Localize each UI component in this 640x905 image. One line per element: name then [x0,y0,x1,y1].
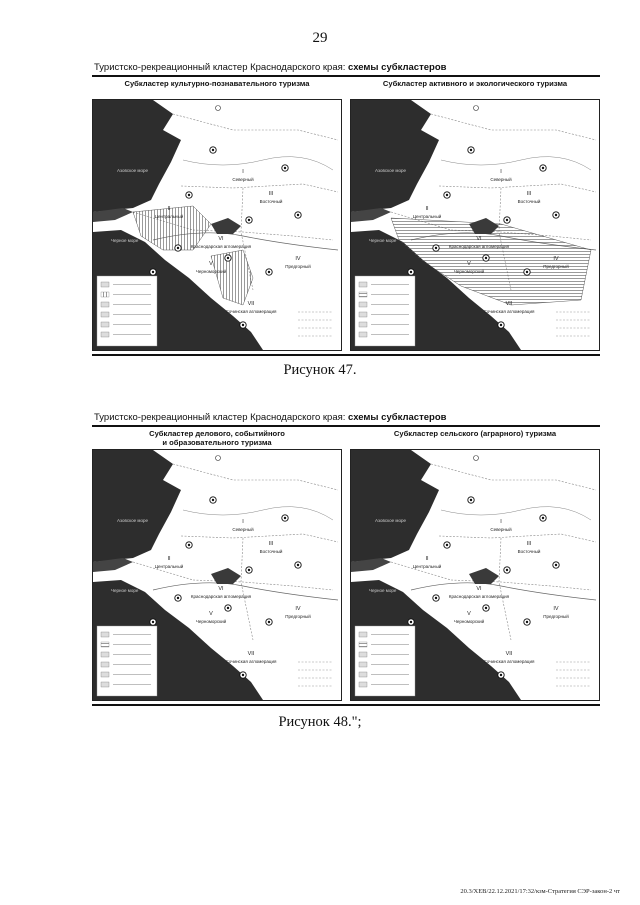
figure-caption-47: Рисунок 47. [283,362,357,378]
region-label: Предгорный [543,264,569,269]
region-label: II [425,206,429,212]
map-rural-tourism [350,449,600,701]
panel-active-eco-tourism [350,79,600,351]
region-label: Краснодарская агломерация [448,594,510,599]
region-label: IV [553,606,559,612]
sea-label: Черное море [111,588,139,593]
region-label: II [167,556,171,562]
panel-rural-tourism [350,429,600,701]
region-label: Северный [490,177,512,182]
region-label: I [500,519,502,525]
figure-47 [92,62,600,356]
region-label: Черноморский [453,619,485,624]
region-label: Центральный [154,214,184,219]
region-label: Северный [232,177,254,182]
panel-title: Субкластер активного и экологического туризма [382,79,568,88]
region-label: Сочинская агломерация [225,309,277,314]
sea-label: Азовское море [375,168,406,173]
region-label: VI [218,236,224,242]
map-legend [97,626,157,696]
region-label: VI [218,586,224,592]
footer-stamp: 20.3/ХЕВ/22.12.2021/17:32/кзм-Стратегия СЭР-закон-2 чт [460,888,620,895]
region-label: Центральный [412,564,442,569]
sea-label: Черное море [369,588,397,593]
region-label: Краснодарская агломерация [448,244,510,249]
region-label: Восточный [259,199,283,204]
region-label: Предгорный [543,614,569,619]
sea-label: Черное море [111,238,139,243]
region-label: Сочинская агломерация [483,309,535,314]
region-label: Сочинская агломерация [225,659,277,664]
region-label: IV [295,256,301,262]
region-label: Центральный [154,564,184,569]
region-label: IV [295,606,301,612]
panel-title: Субкластер сельского (аграрного) туризма [393,429,557,438]
region-label: Сочинская агломерация [483,659,535,664]
region-label: V [467,261,471,267]
region-label: IV [553,256,559,262]
map-business-event-tourism [92,449,342,701]
region-label: VI [476,586,482,592]
region-label: Черноморский [453,269,485,274]
region-label: Северный [490,527,512,532]
region-label: Краснодарская агломерация [190,244,252,249]
map-legend [355,626,415,696]
region-label: Черноморский [195,619,227,624]
figure-caption-48: Рисунок 48."; [278,714,362,730]
region-label: III [268,191,274,197]
figure-48 [92,412,600,706]
map-legend [97,276,157,346]
region-label: Предгорный [285,264,311,269]
region-label: Восточный [259,549,283,554]
region-label: II [425,556,429,562]
sea-label: Азовское море [117,518,148,523]
region-label: Восточный [517,199,541,204]
region-label: V [209,611,213,617]
region-label: Черноморский [195,269,227,274]
region-label: VI [476,236,482,242]
region-label: III [268,541,274,547]
sea-label: Азовское море [375,518,406,523]
region-label: V [467,611,471,617]
region-label: I [242,519,244,525]
region-label: III [526,191,532,197]
region-label: Краснодарская агломерация [190,594,252,599]
sea-label: Черное море [369,238,397,243]
region-label: I [242,169,244,175]
panel-business-event-tourism [92,429,342,701]
region-label: VII [505,301,513,307]
page-number: 29 [312,30,328,46]
figure-title: Туристско-рекреационный кластер Краснодарского края: схемы субкластеров [92,62,600,77]
panel-title: Субкластер культурно-познавательного туризма [124,79,310,88]
region-label: III [526,541,532,547]
map-active-eco-tourism [350,99,600,351]
sea-label: Азовское море [117,168,148,173]
panel-title: Субкластер делового, событийного и образовательного туризма [149,429,285,447]
map-legend [355,276,415,346]
region-label: V [209,261,213,267]
region-label: Предгорный [285,614,311,619]
panel-cultural-tourism [92,79,342,351]
region-label: Центральный [412,214,442,219]
region-label: VII [247,301,255,307]
region-label: Северный [232,527,254,532]
region-label: VII [247,651,255,657]
region-label: VII [505,651,513,657]
map-cultural-tourism [92,99,342,351]
region-label: II [167,206,171,212]
figure-title: Туристско-рекреационный кластер Краснодарского края: схемы субкластеров [92,412,600,427]
region-label: Восточный [517,549,541,554]
region-label: I [500,169,502,175]
